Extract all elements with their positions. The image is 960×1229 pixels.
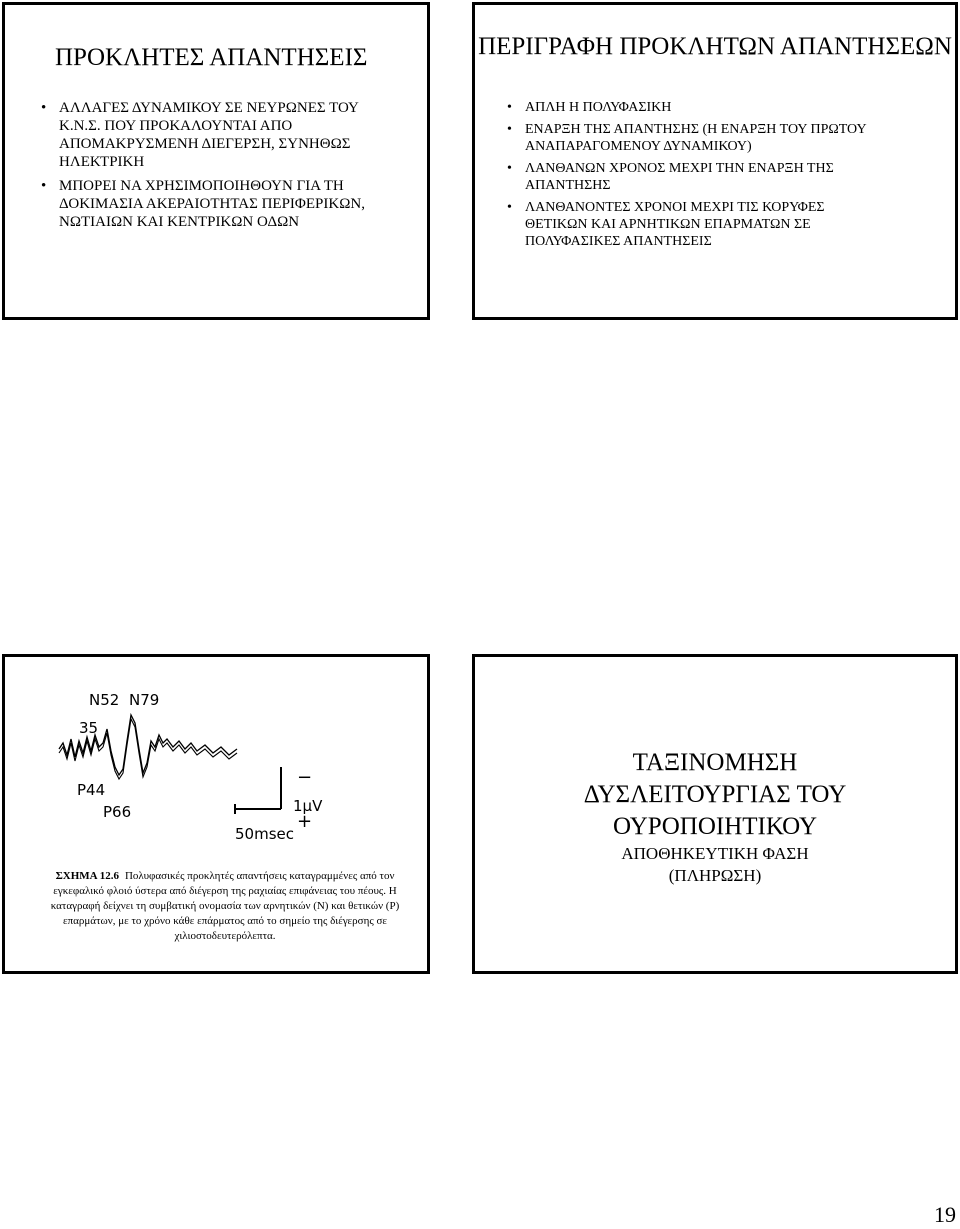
label-time: 50msec	[235, 825, 294, 843]
slide-title: ΠΕΡΙΓΡΑΦΗ ΠΡΟΚΛΗΤΩΝ ΑΠΑΝΤΗΣΕΩΝ	[478, 33, 952, 60]
label-minus: −	[297, 767, 313, 788]
bullet-item: • ΕΝΑΡΞΗ ΤΗΣ ΑΠΑΝΤΗΣΗΣ (Η ΕΝΑΡΞΗ ΤΟΥ ΠΡΩΤΟΥ ΑΝΑΠΑΡΑΓΟΜΕΝΟΥ ΔΥΝΑΜΙΚΟΥ)	[505, 121, 885, 155]
label-n79: N79	[129, 691, 160, 709]
figure-caption	[49, 869, 401, 944]
caption-text: Πολυφασικές προκλητές απαντήσεις καταγραμμένες από τον εγκεφαλικό φλοιό ύστερα από διέγερση της ραχιαίας επιφάνειας του πέους. Η καταγραφή δείχνει τη συμβατική ονομασία των αρνητικών (N) και θετικών (P) επαρμάτων, με το χρόνο κάθε επάρματος από το σημείο της διέγερσης σε χιλιοστοδευτερόλεπτα.	[50, 870, 400, 942]
title-line: ΔΥΣΛΕΙΤΟΥΡΓΙΑΣ ΤΟΥ	[583, 781, 847, 808]
slide-classification	[472, 654, 958, 974]
bullet-item: • ΑΛΛΑΓΕΣ ΔΥΝΑΜΙΚΟΥ ΣΕ ΝΕΥΡΩΝΕΣ ΤΟΥ Κ.Ν.Σ. ΠΟΥ ΠΡΟΚΑΛΟΥΝΤΑΙ ΑΠΟ ΑΠΟΜΑΚΡΥΣΜΕΝΗ ΔΙΕΓΕΡΣΗ, ΣΥΝΗΘΩΣ ΗΛΕΚΤΡΙΚΗ	[39, 99, 399, 171]
slide-title: ΠΡΟΚΛΗΤΕΣ ΑΠΑΝΤΗΣΕΙΣ	[55, 44, 368, 71]
bullet-item: • ΜΠΟΡΕΙ ΝΑ ΧΡΗΣΙΜΟΠΟΙΗΘΟΥΝ ΓΙΑ ΤΗ ΔΟΚΙΜΑΣΙΑ ΑΚΕΡΑΙΟΤΗΤΑΣ ΠΕΡΙΦΕΡΙΚΩΝ, ΝΩΤΙΑΙΩΝ ΚΑΙ ΚΕΝΤΡΙΚΩΝ ΟΔΩΝ	[39, 177, 399, 231]
label-n52: N52	[89, 691, 120, 709]
title-line: ΤΑΞΙΝΟΜΗΣΗ	[632, 749, 798, 776]
slide-response-description	[472, 2, 958, 320]
waveform-plot	[45, 677, 401, 867]
subtitle-line: ΑΠΟΘΗΚΕΥΤΙΚΗ ΦΑΣΗ	[621, 844, 809, 863]
evoked-potential-figure	[45, 677, 401, 971]
bullet-list	[505, 99, 885, 255]
label-p66: P66	[103, 803, 132, 821]
bullet-item: • ΛΑΝΘΑΝΩΝ ΧΡΟΝΟΣ ΜΕΧΡΙ ΤΗΝ ΕΝΑΡΞΗ ΤΗΣ ΑΠΑΝΤΗΣΗΣ	[505, 160, 885, 194]
caption-label: ΣΧΗΜΑ 12.6	[55, 870, 119, 882]
subtitle-line: (ΠΛΗΡΩΣΗ)	[668, 866, 762, 885]
label-35: 35	[79, 719, 99, 737]
slide-subtitle	[475, 843, 955, 887]
label-amplitude: 1μV	[293, 797, 323, 815]
bullet-list	[39, 99, 399, 237]
page-number: 19	[934, 1202, 956, 1227]
label-p44: P44	[77, 781, 106, 799]
label-plus: +	[297, 811, 313, 832]
bullet-item: • ΛΑΝΘΑΝΟΝΤΕΣ ΧΡΟΝΟΙ ΜΕΧΡΙ ΤΙΣ ΚΟΡΥΦΕΣ ΘΕΤΙΚΩΝ ΚΑΙ ΑΡΝΗΤΙΚΩΝ ΕΠΑΡΜΑΤΩΝ ΣΕ ΠΟΛΥΦΑΣΙΚΕΣ ΑΠΑΝΤΗΣΕΙΣ	[505, 199, 885, 250]
title-line: ΟΥΡΟΠΟΙΗΤΙΚΟΥ	[612, 813, 818, 840]
slide-evoked-responses	[2, 2, 430, 320]
slide-title	[475, 747, 955, 843]
slide-figure	[2, 654, 430, 974]
bullet-item: • ΑΠΛΗ Η ΠΟΛΥΦΑΣΙΚΗ	[505, 99, 885, 116]
